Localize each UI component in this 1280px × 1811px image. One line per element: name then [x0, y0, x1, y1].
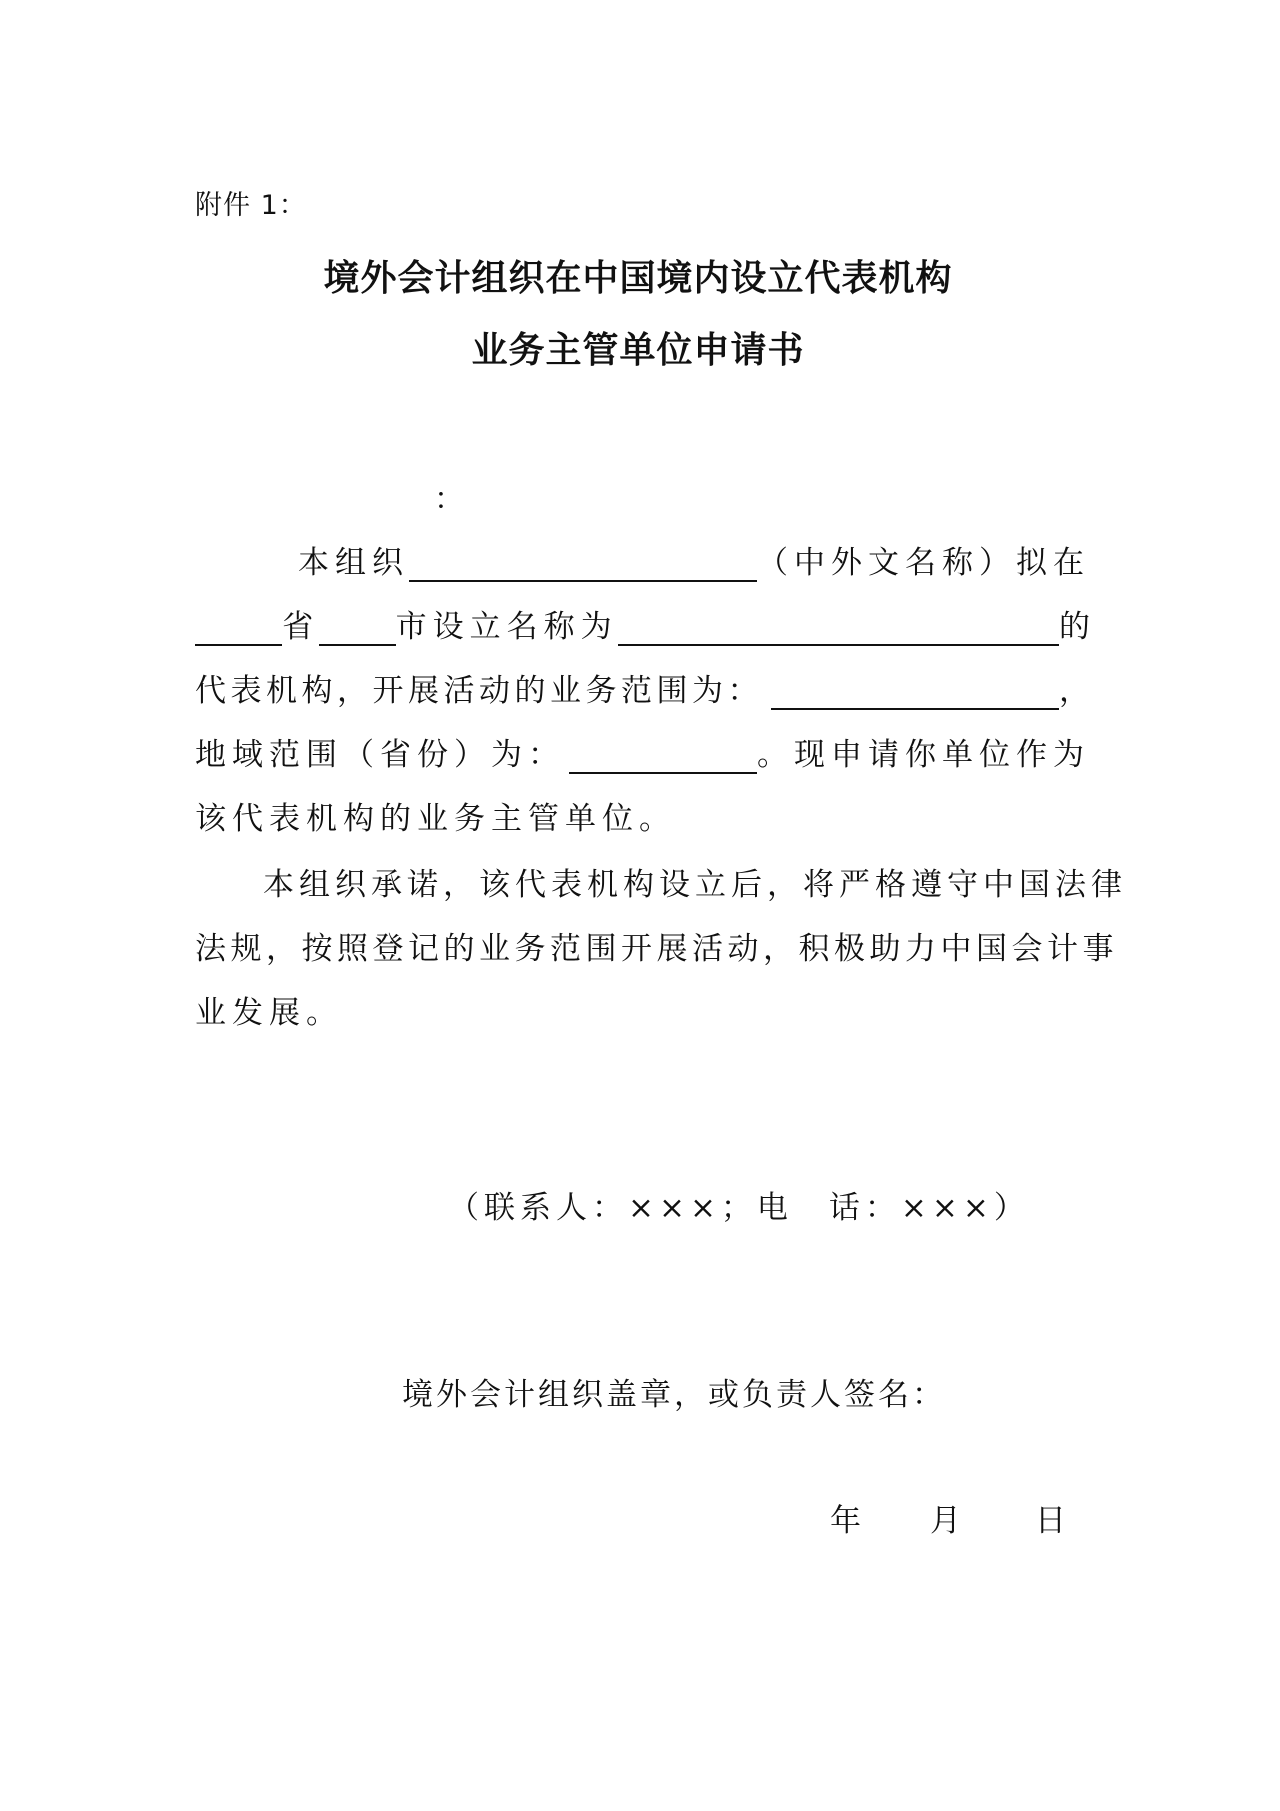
body-line-6: [195, 860, 1127, 910]
body-text-line-8: 业发展。: [195, 995, 343, 1031]
city-label: 市设立名称为: [395, 609, 618, 645]
region-scope-suffix: 。现申请你单位作为: [757, 737, 1090, 773]
body-line-7: [195, 924, 1118, 974]
body-line-5: [195, 794, 1090, 844]
body-text-line-7: 法规，按照登记的业务范围开展活动，积极助力中国会计事: [195, 931, 1118, 967]
date-day-label: 日: [1035, 1503, 1066, 1539]
office-name-blank[interactable]: [618, 604, 1059, 646]
body-line-3: [195, 666, 1090, 716]
body-line-4: [195, 730, 1090, 780]
addressee-colon: ：: [434, 482, 464, 517]
business-scope-suffix: ，: [1059, 673, 1090, 709]
body-line-1: [195, 538, 1090, 588]
city-blank[interactable]: [319, 604, 395, 646]
signature-label: 境外会计组织盖章，或负责人签名：: [402, 1377, 946, 1413]
body-line-8: [195, 988, 1090, 1038]
org-prefix: 本组织: [298, 545, 409, 581]
document-title-line-2: 业务主管单位申请书: [471, 330, 805, 371]
date-month-label: 月: [930, 1503, 961, 1539]
province-blank[interactable]: [195, 604, 282, 646]
office-name-suffix: 的: [1059, 609, 1091, 645]
body-text-line-5: 该代表机构的业务主管单位。: [195, 801, 676, 837]
contact-info: （联系人：×××；电 话：×××）: [448, 1190, 1030, 1226]
org-name-suffix: （中外文名称）拟在: [757, 545, 1090, 581]
attachment-label: 附件 1：: [195, 190, 307, 221]
org-name-blank[interactable]: [409, 540, 757, 582]
business-scope-label: 代表机构，开展活动的业务范围为：: [195, 673, 763, 709]
document-title-line-1: 境外会计组织在中国境内设立代表机构: [323, 258, 953, 299]
province-label: 省: [282, 609, 320, 645]
region-scope-label: 地域范围（省份）为：: [195, 737, 565, 773]
region-scope-blank[interactable]: [569, 732, 757, 774]
date-year-label: 年: [830, 1503, 861, 1539]
body-text-line-6: 本组织承诺，该代表机构设立后，将严格遵守中国法律: [263, 867, 1127, 903]
body-line-2: [195, 602, 1090, 652]
business-scope-blank[interactable]: [771, 668, 1059, 710]
